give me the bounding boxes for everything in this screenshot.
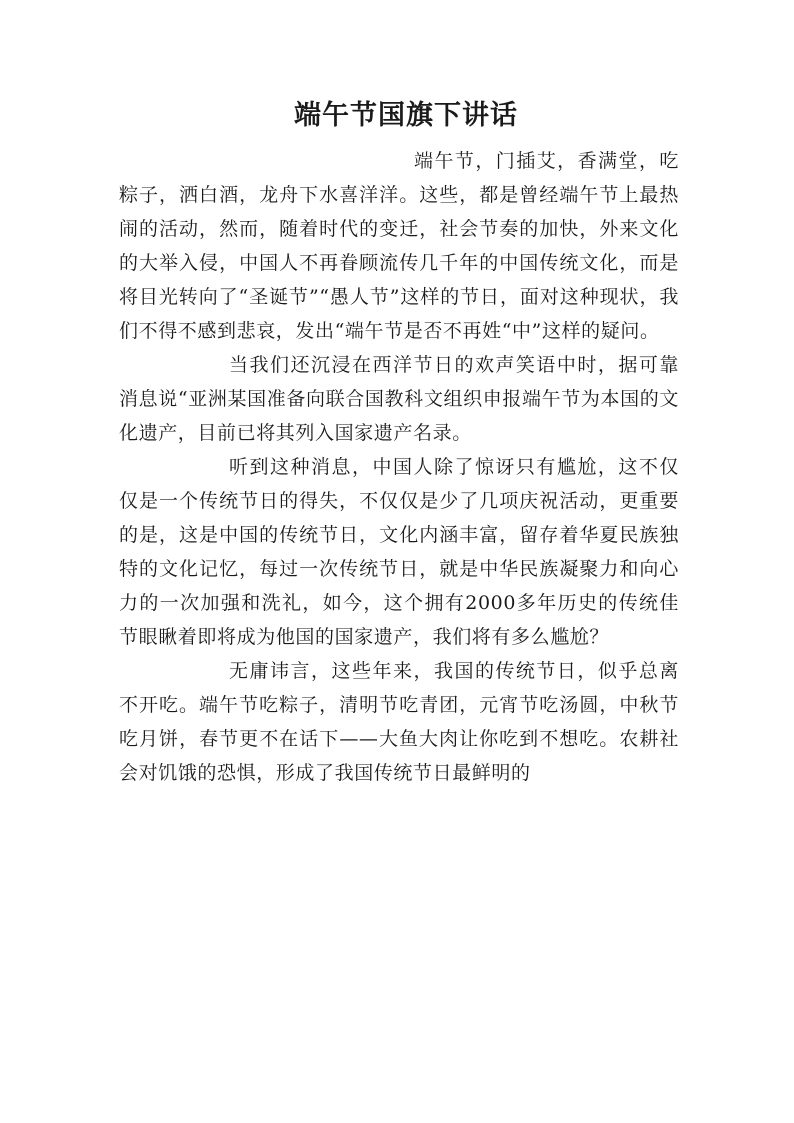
document-body (119, 144, 679, 790)
paragraph-3: 听到这种消息，中国人除了惊讶只有尴尬，这不仅仅是一个传统节日的得失，不仅仅是少了几项庆祝活动，更重要的是，这是中国的传统节日，文化内涵丰富，留存着华夏民族独特的文化记忆，每过一次传统节日，就是中华民族凝聚力和向心力的一次加强和洗礼，如今，这个拥有2000多年历史的传统佳节眼瞅着即将成为他国的国家遗产，我们将有多么尴尬？ (119, 456, 679, 648)
paragraph-2: 当我们还沉浸在西洋节日的欢声笑语中时，据可靠消息说“亚洲某国准备向联合国教科文组织申报端午节为本国的文化遗产，目前已将其列入国家遗产名录。 (119, 354, 679, 444)
paragraph-1: 端午节，门插艾，香满堂，吃粽子，洒白酒，龙舟下水喜洋洋。这些，都是曾经端午节上最热闹的活动，然而，随着时代的变迁，社会节奏的加快，外来文化的大举入侵，中国人不再眷顾流传几千年的中国传统文化，而是将目光转向了“圣诞节”“愚人节”这样的节日，面对这种现状，我们不得不感到悲哀，发出“端午节是否不再姓“中”这样的疑问。 (119, 150, 679, 342)
document-title: 端午节国旗下讲话 (294, 100, 518, 131)
paragraph-4: 无庸讳言，这些年来，我国的传统节日，似乎总离不开吃。端午节吃粽子，清明节吃青团，元宵节吃汤圆，中秋节吃月饼，春节更不在话下——大鱼大肉让你吃到不想吃。农耕社会对饥饿的恐惧，形成了我国传统节日最鲜明的 (119, 660, 679, 784)
